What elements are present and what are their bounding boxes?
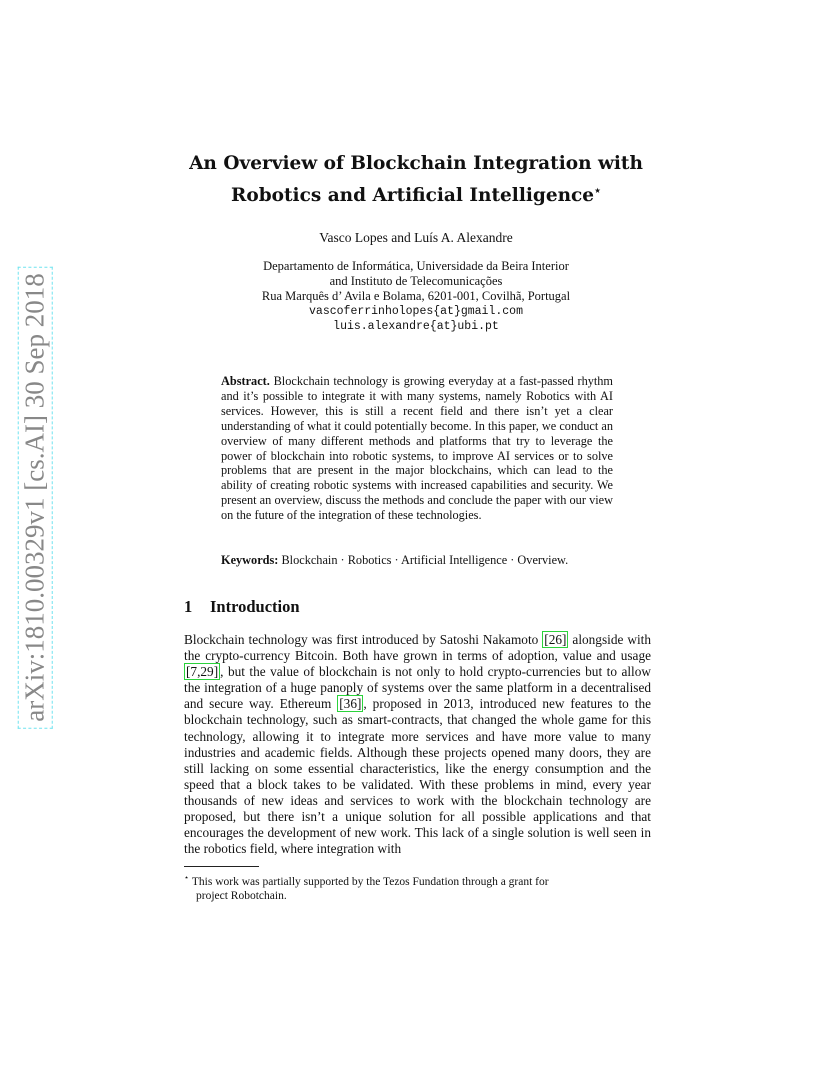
arxiv-sidebar — [8, 262, 62, 732]
footnote-mark: ⋆ — [184, 873, 190, 882]
keywords — [221, 553, 613, 568]
title-footnote-mark[interactable]: ⋆ — [594, 184, 601, 197]
citation-link-26[interactable]: [26] — [544, 632, 567, 647]
arxiv-identifier[interactable]: arXiv:1810.00329v1 [cs.AI] 30 Sep 2018 — [18, 266, 53, 728]
keywords-text: Blockchain · Robotics · Artificial Intelligence · Overview. — [281, 553, 569, 567]
affiliation-block — [150, 259, 682, 334]
citation-link-7-29[interactable]: [7,29] — [186, 664, 219, 680]
title-line-2-text: Robotics and Artificial Intelligence — [231, 185, 595, 207]
abstract — [221, 374, 613, 523]
section-title: Introduction — [210, 597, 300, 616]
intro-text-2: alongside with the crypto-currency Bitcoin. Both have grown in terms of adoption, value and usage — [184, 632, 651, 664]
author-names: Vasco Lopes and Luís A. Alexandre — [319, 230, 513, 245]
title-line-1: An Overview of Blockchain Integration with — [189, 153, 643, 174]
intro-text-3: , but the value of blockchain is not only to hold crypto-currencies but to allow the integration of a huge panoply of systems over the same platform in a decentralised and secure way. Ethereum — [184, 664, 651, 712]
title-line-2 — [150, 177, 682, 209]
author-email-1: vascoferrinholopes{at}gmail.com — [309, 305, 523, 318]
footnote — [184, 871, 651, 904]
keywords-label: Keywords: — [221, 553, 279, 567]
footnote-text-2: project Robotchain. — [196, 890, 287, 903]
footnote-text-1: This work was partially supported by the Tezos Fundation through a grant for — [191, 875, 549, 888]
abstract-label: Abstract. — [221, 374, 270, 388]
footnote-divider — [184, 866, 259, 867]
intro-text-4: , proposed in 2013, introduced new features to the blockchain technology, such as smart-contracts, that changed the whole game for this technology, allowing it to integrate more services and have more value to many industries and academic fields. Although these projects opened many doors, they are still lacking on some essential characteristics, like the energy consumption and the speed that a block takes to be validated. With these problems in mind, every year thousands of new ideas and services to work with the blockchain technology are proposed, but there isn’t a unique solution for all possible applications and that encourages the development of new work. This lack of a single solution is well seen in the robotics field, where integration with — [184, 696, 651, 857]
introduction-paragraph — [184, 632, 651, 857]
affiliation-line-3: Rua Marquês d’ Avila e Bolama, 6201-001, Covilhã, Portugal — [261, 289, 571, 303]
footnote-line-1 — [184, 871, 651, 889]
section-heading-introduction — [184, 597, 300, 617]
intro-text-1: Blockchain technology was first introduced by Satoshi Nakamoto — [184, 632, 543, 647]
affiliation-line-2: and Instituto de Telecomunicações — [329, 274, 503, 288]
abstract-text: Blockchain technology is growing everyday at a fast-passed rhythm and it’s possible to integrate it with many systems, namely Robotics with AI services. However, this is still a recent field and there isn’t yet a clear understanding of what it could potentially become. In this paper, we conduct an overview of many different methods and platforms that try to leverage the power of blockchain into robotic systems, to improve AI services or to solve problems that are present in the major blockchains, which can lead to the ability of creating robotic systems with increased capabilities and security. We present an overview, discuss the methods and conclude the paper with our view on the future of the integration of these technologies. — [221, 374, 613, 523]
affiliation-line-1: Departamento de Informática, Universidade da Beira Interior — [263, 259, 569, 273]
paper-title — [150, 150, 682, 209]
section-number: 1 — [184, 597, 193, 616]
citation-link-36[interactable]: [36] — [339, 696, 362, 712]
author-email-2: luis.alexandre{at}ubi.pt — [333, 320, 499, 333]
